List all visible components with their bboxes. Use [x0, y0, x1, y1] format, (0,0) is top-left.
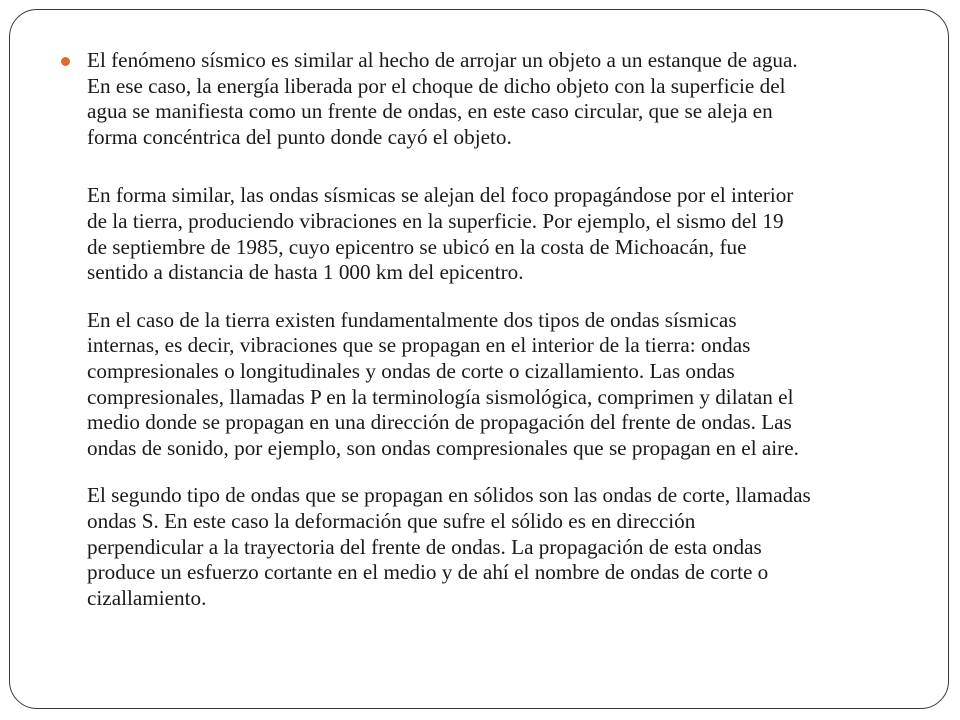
paragraph-3 [87, 308, 917, 462]
text-line: perpendicular a la trayectoria del frente de ondas. La propagación de esta ondas [87, 534, 762, 559]
text-line: compresionales o longitudinales y ondas de corte o cizallamiento. Las ondas [87, 358, 735, 383]
text-line: forma concéntrica del punto donde cayó el objeto. [87, 124, 512, 149]
slide-body [87, 48, 917, 611]
paragraph-1 [87, 48, 917, 150]
text-line: ondas de sonido, por ejemplo, son ondas compresionales que se propagan en el aire. [87, 435, 799, 460]
text-line: de la tierra, produciendo vibraciones en la superficie. Por ejemplo, el sismo del 19 [87, 208, 784, 233]
text-line: En ese caso, la energía liberada por el choque de dicho objeto con la superficie del [87, 73, 786, 98]
text-line: agua se manifiesta como un frente de ondas, en este caso circular, que se aleja en [87, 99, 773, 124]
text-line: ondas S. En este caso la deformación que sufre el sólido es en dirección [87, 508, 696, 533]
text-line: En forma similar, las ondas sísmicas se alejan del foco propagándose por el interior [87, 183, 794, 208]
text-line: internas, es decir, vibraciones que se propagan en el interior de la tierra: ondas [87, 333, 751, 358]
paragraph-2 [87, 183, 917, 285]
text-line: compresionales, llamadas P en la terminología sismológica, comprimen y dilatan el [87, 384, 794, 409]
text-line: medio donde se propagan en una dirección de propagación del frente de ondas. Las [87, 410, 792, 435]
text-line: produce un esfuerzo cortante en el medio y de ahí el nombre de ondas de corte o [87, 560, 769, 585]
paragraph-4 [87, 483, 917, 611]
text-line: El fenómeno sísmico es similar al hecho de arrojar un objeto a un estanque de agua. [87, 48, 798, 72]
bullet-dot-icon [61, 57, 70, 66]
text-line: En el caso de la tierra existen fundamentalmente dos tipos de ondas sísmicas [87, 307, 737, 332]
text-line: El segundo tipo de ondas que se propagan en sólidos son las ondas de corte, llamadas [87, 483, 811, 508]
text-line: de septiembre de 1985, cuyo epicentro se ubicó en la costa de Michoacán, fue [87, 234, 747, 259]
text-line: sentido a distancia de hasta 1 000 km del epicentro. [87, 260, 524, 285]
text-line: cizallamiento. [87, 585, 207, 610]
